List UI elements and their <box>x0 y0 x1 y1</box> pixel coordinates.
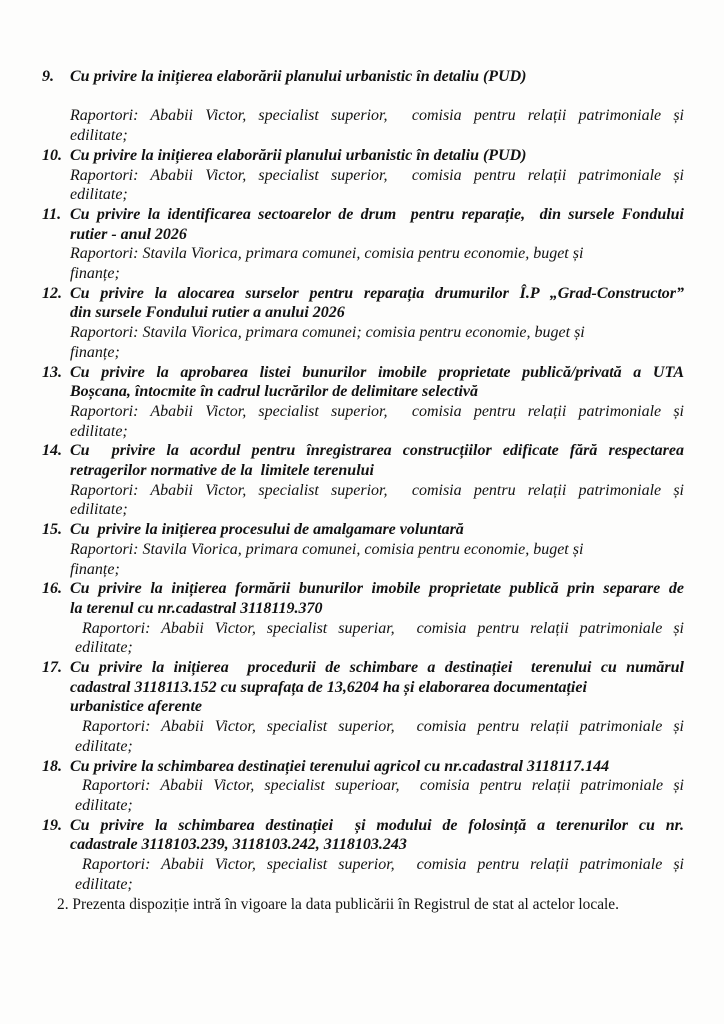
agenda-item-12 <box>42 284 684 363</box>
raportori-line: Raportori: Ababii Victor, specialist superior, comisia pentru relații patrimoniale și <box>70 166 684 184</box>
title-line: Cu privire la schimbarea destinației și modului de folosință a terenurilor cu nr. <box>70 816 684 834</box>
item-raportori <box>70 540 684 579</box>
item-number: 19. <box>42 816 62 834</box>
item-raportori <box>70 481 684 520</box>
item-number: 14. <box>42 442 62 460</box>
title-line: Boșcana, întocmite în cadrul lucrărilor de delimitare selectivă <box>70 383 478 401</box>
item-number: 17. <box>42 659 62 677</box>
title-line: Cu privire la inițierea formării bunurilor imobile proprietate publică prin separare de <box>70 580 684 598</box>
title-line: Cu privire la acordul pentru înregistrarea construcțiilor edificate fără respectarea <box>70 442 684 460</box>
title-line: cadastral 3118113.152 cu suprafața de 13,6204 ha și elaborarea documentației <box>70 678 587 696</box>
closing-paragraph: 2. Prezenta dispoziție intră în vigoare la data publicării în Registrul de stat al actelor locale. <box>57 895 619 913</box>
agenda-item-16 <box>42 579 684 658</box>
raportori-line: Raportori: Stavila Viorica, primara comunei; comisia pentru economie, buget și <box>70 324 585 342</box>
title-line: Cu privire la schimbarea destinației terenului agricol cu nr.cadastral 3118117.144 <box>70 757 610 775</box>
raportori-line: Raportori: Ababii Victor, specialist superior, comisia pentru relații patrimoniale și <box>70 402 684 420</box>
agenda-item-19 <box>42 816 684 895</box>
item-raportori <box>70 402 684 441</box>
item-raportori <box>70 717 684 756</box>
item-title <box>70 67 684 87</box>
raportori-line: finanțe; <box>70 560 120 578</box>
agenda-item-18 <box>42 757 684 816</box>
item-title <box>70 520 684 540</box>
raportori-line: Raportori: Stavila Viorica, primara comunei, comisia pentru economie, buget și <box>70 245 584 263</box>
title-line: din sursele Fondului rutier a anului 2026 <box>70 304 345 322</box>
item-raportori <box>70 106 684 145</box>
item-title <box>70 441 684 480</box>
item-title <box>70 146 684 166</box>
agenda-item-9 <box>42 67 684 146</box>
item-raportori <box>70 776 684 815</box>
item-raportori <box>70 244 684 283</box>
raportori-line: edilitate; <box>75 797 133 814</box>
raportori-line: edilitate; <box>70 422 128 440</box>
raportori-line: edilitate; <box>70 186 128 204</box>
item-number: 18. <box>42 757 62 775</box>
agenda-item-15 <box>42 520 684 579</box>
agenda-list <box>42 67 684 895</box>
raportori-line: Raportori: Ababii Victor, specialist superior, comisia pentru relații patrimoniale și <box>70 481 684 499</box>
raportori-line: Raportori: Ababii Victor, specialist superior, comisia pentru relații patrimoniale și <box>70 107 684 125</box>
raportori-line: Raportori: Ababii Victor, specialist superioar, comisia pentru relații patrimoniale și <box>82 777 684 795</box>
agenda-item-10 <box>42 146 684 205</box>
blank-line <box>70 87 684 107</box>
raportori-line: edilitate; <box>70 127 128 145</box>
agenda-item-11 <box>42 205 684 284</box>
item-number: 11. <box>42 205 62 223</box>
item-title <box>70 205 684 244</box>
title-line: cadastrale 3118103.239, 3118103.242, 3118103.243 <box>70 836 407 854</box>
agenda-item-14 <box>42 441 684 520</box>
raportori-line: finanțe; <box>70 265 120 283</box>
title-line: urbanistice aferente <box>70 698 202 716</box>
item-number: 9. <box>42 68 54 85</box>
raportori-line: edilitate; <box>70 501 128 519</box>
title-line: Cu privire la identificarea sectoarelor de drum pentru reparație, din sursele Fondului <box>70 205 684 223</box>
title-line: Cu privire la alocarea surselor pentru reparația drumurilor Î.P „Grad-Constructor” <box>70 284 684 302</box>
item-title <box>70 579 684 618</box>
item-number: 10. <box>42 146 62 164</box>
title-line: Cu privire la inițierea procesului de amalgamare voluntară <box>70 521 464 539</box>
raportori-line: Raportori: Stavila Viorica, primara comunei, comisia pentru economie, buget și <box>70 540 584 558</box>
raportori-line: Raportori: Ababii Victor, specialist superior, comisia pentru relații patrimoniale și <box>82 856 684 874</box>
raportori-line: edilitate; <box>75 737 133 755</box>
title-line: rutier - anul 2026 <box>70 225 187 243</box>
item-title <box>70 757 684 777</box>
raportori-line: Raportori: Ababii Victor, specialist superior, comisia pentru relații patrimoniale și <box>82 718 684 736</box>
item-title <box>70 284 684 323</box>
raportori-line: Raportori: Ababii Victor, specialist superiar, comisia pentru relații patrimoniale și <box>82 619 684 637</box>
title-line: Cu privire la inițierea elaborării planului urbanistic în detaliu (PUD) <box>70 68 527 85</box>
item-number: 16. <box>42 580 62 598</box>
raportori-line: edilitate; <box>75 639 133 657</box>
agenda-item-17 <box>42 658 684 757</box>
item-number: 12. <box>42 284 62 302</box>
title-line: Cu privire la inițierea elaborării planului urbanistic în detaliu (PUD) <box>70 146 527 164</box>
item-title <box>70 658 684 717</box>
agenda-item-13 <box>42 363 684 442</box>
item-raportori <box>70 323 684 362</box>
item-raportori <box>70 166 684 205</box>
item-number: 13. <box>42 363 62 381</box>
title-line: Cu privire la aprobarea listei bunurilor imobile proprietate publică/privată a UTA <box>70 363 684 381</box>
title-line: Cu privire la inițierea procedurii de schimbare a destinației terenului cu numărul <box>70 659 684 677</box>
item-number: 15. <box>42 521 62 539</box>
title-line: la terenul cu nr.cadastral 3118119.370 <box>70 599 323 617</box>
raportori-line: edilitate; <box>75 875 133 893</box>
raportori-line: finanțe; <box>70 343 120 361</box>
item-raportori <box>70 855 684 894</box>
title-line: retragerilor normative de la limitele terenului <box>70 462 374 480</box>
item-title <box>70 363 684 402</box>
item-raportori <box>70 619 684 658</box>
item-title <box>70 816 684 855</box>
